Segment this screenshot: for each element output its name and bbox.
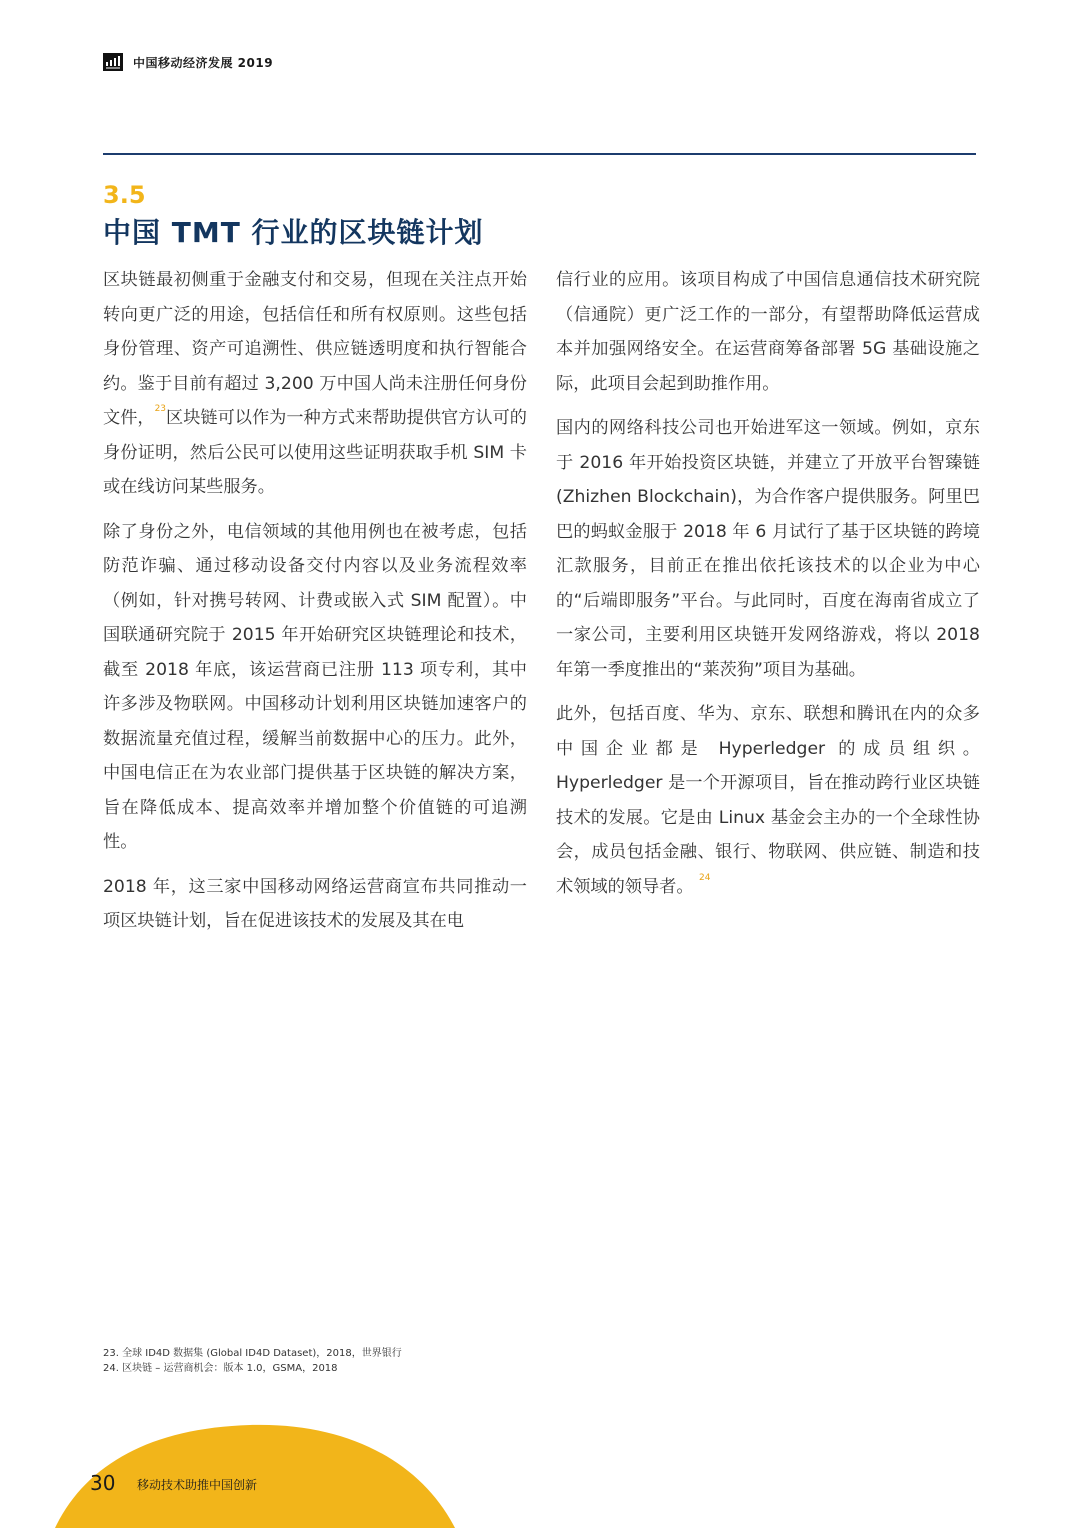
footnote-ref[interactable]: 23 <box>154 404 167 414</box>
footnote-23: 23. 全球 ID4D 数据集 (Global ID4D Dataset)，2018，世界银行 <box>103 1348 402 1359</box>
footnote-24: 24. 区块链 – 运营商机会：版本 1.0，GSMA，2018 <box>103 1363 338 1374</box>
footer-text: 移动技术助推中国创新 <box>137 1478 258 1492</box>
right-column <box>556 263 980 914</box>
left-column <box>103 263 527 949</box>
paragraph: 除了身份之外，电信领域的其他用例也在被考虑，包括防范诈骗、通过移动设备交付内容以及业务流程效率（例如，针对携号转网、计费或嵌入式 SIM 配置）。中国联通研究院于 2015 年开始研究区块链理论和技术，截至 2018 年底，该运营商已注册 113 项专利，其中许多涉及物联网。中国移动计划利用区块链加速客户的数据流量充值过程，缓解当前数据中心的压力。此外，中国电信正在为农业部门提供基于区块链的解决方案，旨在降低成本、提高效率并增加整个价值链的可追溯性。 <box>103 521 527 852</box>
page-number: 30 <box>90 1471 116 1495</box>
paragraph: 区块链最初侧重于金融支付和交易，但现在关注点开始转向更广泛的用途，包括信任和所有权原则。这些包括身份管理、资产可追溯性、供应链透明度和执行智能合约。鉴于目前有超过 3,200 万中国人尚未注册任何身份文件，$^{23}$区块链可以作为一种方式来帮助提供官方认可的身份证明，然后公民可以使用这些证明获取手机 SIM 卡或在线访问某些服务。 <box>103 270 527 497</box>
gsma-logo-icon <box>103 53 123 71</box>
section-divider <box>103 153 976 155</box>
footnotes <box>103 1346 402 1376</box>
paragraph: 此外，包括百度、华为、京东、联想和腾讯在内的众多中国企业都是 Hyperledger 的成员组织。Hyperledger 是一个开源项目，旨在推动跨行业区块链技术的发展。它是由 Linux 基金会主办的一个全球性协会，成员包括金融、银行、物联网、供应链、制造和技术领域的领导者。 $^{24}$ <box>556 704 980 897</box>
paragraph: 信行业的应用。该项目构成了中国信息通信技术研究院（信通院）更广泛工作的一部分，有望帮助降低运营成本并加强网络安全。在运营商筹备部署 5G 基础设施之际，此项目会起到助推作用。 <box>556 270 980 394</box>
paragraph: 2018 年，这三家中国移动网络运营商宣布共同推动一项区块链计划，旨在促进该技术的发展及其在电 <box>103 876 527 931</box>
footnote-ref[interactable]: 24 <box>698 872 711 883</box>
section-number: 3.5 <box>103 181 146 209</box>
header-title: 中国移动经济发展 2019 <box>133 55 274 70</box>
paragraph: 国内的网络科技公司也开始进军这一领域。例如，京东于 2016 年开始投资区块链，并建立了开放平台智臻链 (Zhizhen Blockchain)，为合作客户提供服务。阿里巴巴的蚂蚁金服于 2018 年 6 月试行了基于区块链的跨境汇款服务，目前正在推出依托该技术的以企业为中心的“后端即服务”平台。与此同时，百度在海南省成立了一家公司，主要利用区块链开发网络游戏，将以 2018 年第一季度推出的“莱茨狗”项目为基础。 <box>556 418 980 680</box>
section-title: 中国 TMT 行业的区块链计划 <box>103 216 484 249</box>
page-header <box>103 52 273 72</box>
footer-yellow-shape <box>0 1420 460 1528</box>
